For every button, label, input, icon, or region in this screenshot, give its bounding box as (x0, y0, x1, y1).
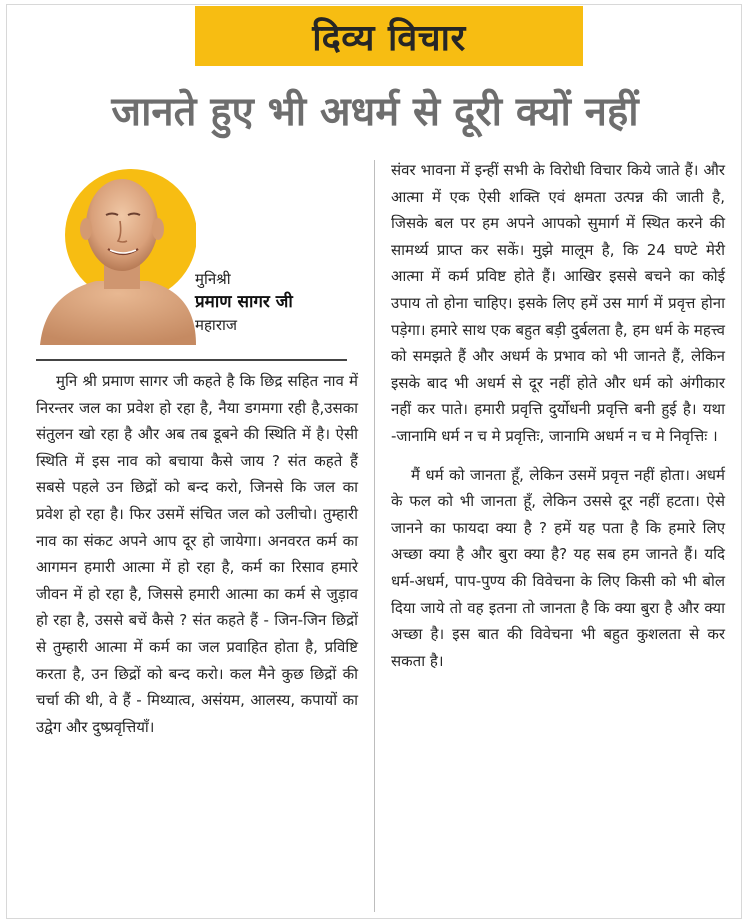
right-paragraph-2: मैं धर्म को जानता हूँ, लेकिन उसमें प्रवृत्त नहीं होता। अधर्म के फल को भी जानता हूँ, लेकिन उससे दूर नहीं हटता। ऐसे जानने का फायदा क्या है ? हमें यह पता है कि हमारे लिए अच्छा क्या है और बुरा क्या है? यह सब हम जानते हैं। यदि धर्म-अधर्म, पाप-पुण्य की विवेचना के लिए किसी को भी बोल दिया जाये तो वह इतना तो जानता है कि क्या बुरा है और क्या अच्छा है। इस बात की विवेचना भी बहुत कुशलता से कर सकता है। (391, 465, 725, 670)
author-photo (36, 157, 196, 345)
author-byline (195, 268, 293, 337)
article-headline: जानते हुए भी अधर्म से दूरी क्यों नहीं (111, 89, 639, 135)
author-suffix: महाराज (195, 316, 237, 334)
article-right-column (391, 157, 725, 674)
right-paragraph-1: संवर भावना में इन्हीं सभी के विरोधी विचार किये जाते हैं। और आत्मा में एक ऐसी शक्ति एवं क्षमता उत्पन्न की जाती है, जिसके बल पर हम अपने आपको सुमार्ग में स्थित करने की सामर्थ्य प्राप्त कर सकें। मुझे मालूम है, कि 24 घण्टे मेरी आत्मा में कर्म प्रविष्ट होते हैं। आखिर इससे बचने का कोई उपाय तो होना चाहिए। इसके लिए हमें उस मार्ग में प्रवृत्त होना पड़ेगा। हमारे साथ एक बहुत बड़ी दुर्बलता है, हम धर्म के महत्त्व को समझते हैं और अधर्म के प्रभाव को भी जानते हैं, लेकिन इसके बाद भी अधर्म से दूर नहीं होते और धर्म को अंगीकार नहीं कर पाते। हमारी प्रवृत्ति दुर्योधनी प्रवृत्ति बनी हुई है। यथा -जानामि धर्म न च मे प्रवृत्तिः, जानामि अधर्म न च मे निवृत्तिः । (391, 161, 725, 445)
left-paragraph: मुनि श्री प्रमाण सागर जी कहते है कि छिद्र सहित नाव में निरन्तर जल का प्रवेश हो रहा है, नैया डगमगा रही है,उसका संतुलन खो रहा है और अब तब डूबने की स्थिति में है। ऐसी स्थिति में इस नाव को बचाया कैसे जाय ? संत कहते हैं सबसे पहले उन छिद्रों को बन्द करो, जिनसे कि जल का प्रवेश हो रहा है। फिर उसमें संचित जल को उलीचो। तुम्हारी नाव का संकट अपने आप दूर हो जायेगा। अनवरत कर्म का आगमन हमारी आत्मा में हो रहा है, कर्म का रिसाव हमारे जीवन में हो रहा है, जिससे हमारी आत्मा का कर्म से जुड़ाव हो रहा है, उससे बचें कैसे ? संत कहते हैं - जिन-जिन छिद्रों से तुम्हारी आत्मा में कर्म का जल प्रवाहित होता है, प्रविष्टि करता है, उन छिद्रों को बन्द करो। कल मैने कुछ छिद्रों की चर्चा की थी, वे हैं - मिथ्यात्व, असंयम, आलस्य, कपायों का उद्वेग और दुष्प्रवृत्तियाँ। (36, 372, 358, 736)
author-prefix: मुनिश्री (195, 270, 231, 288)
column-divider (374, 160, 375, 912)
article-left-column (36, 368, 358, 740)
section-banner (195, 6, 583, 66)
author-name: प्रमाण सागर जी (195, 292, 293, 312)
section-banner-title: दिव्य विचार (312, 17, 466, 59)
byline-rule (36, 359, 347, 361)
